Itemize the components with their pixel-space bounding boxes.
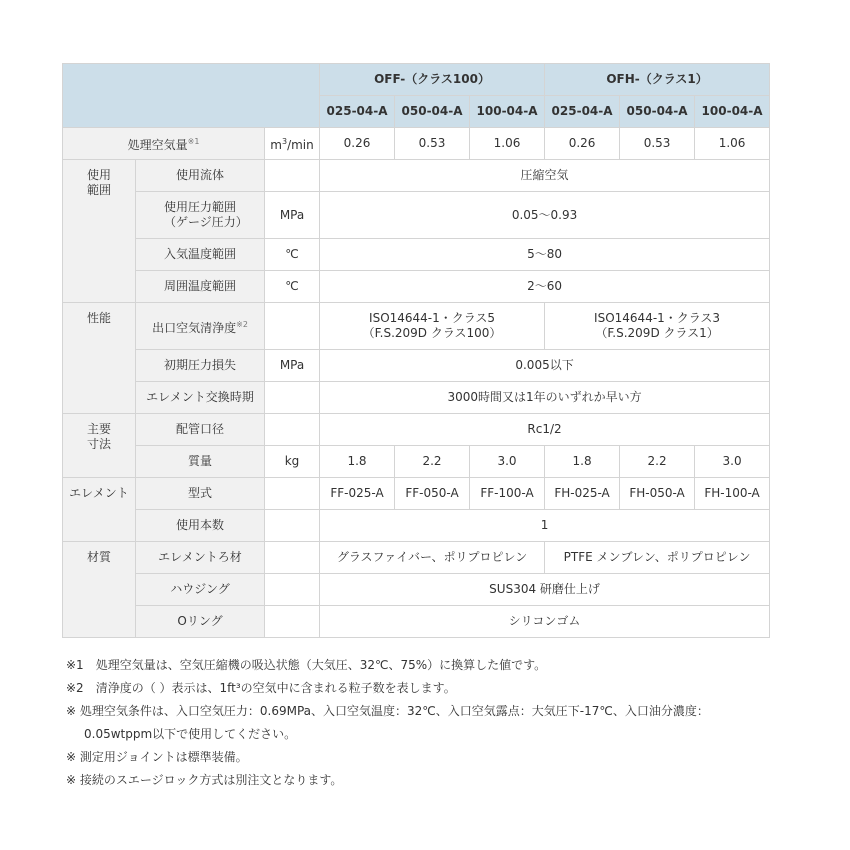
header-group-off: OFF-（クラス100）	[320, 64, 545, 96]
element-change-value: 3000時間又は1年のいずれか早い方	[320, 382, 770, 414]
element-model-label: 型式	[136, 478, 265, 510]
pressure-label: 使用圧力範囲 （ゲージ圧力）	[136, 192, 265, 239]
oring-label: Oリング	[136, 606, 265, 638]
row-pressure	[63, 192, 770, 239]
flow-value: 1.06	[695, 128, 770, 160]
footnote: ※ 処理空気条件は、入口空気圧力：0.69MPa、入口空気温度：32℃、入口空気露点：大気圧下-17℃、入口油分濃度：	[66, 704, 709, 718]
row-flow	[63, 128, 770, 160]
inlet-temp-value: 5～80	[320, 239, 770, 271]
filter-material-label: エレメントろ材	[136, 542, 265, 574]
element-model-value: FH-050-A	[620, 478, 695, 510]
inlet-temp-unit: ℃	[265, 239, 320, 271]
flow-unit-exp: 3	[281, 137, 288, 146]
pressure-loss-label: 初期圧力損失	[136, 350, 265, 382]
cleanliness-value-ofh: ISO14644-1・クラス3 （F.S.209D クラス1）	[545, 303, 770, 350]
port-label: 配管口径	[136, 414, 265, 446]
filter-material-value-ofh: PTFE メンブレン、ポリプロピレン	[545, 542, 770, 574]
row-ambient-temp	[63, 271, 770, 303]
filter-material-unit	[265, 542, 320, 574]
category-element: エレメント	[63, 478, 136, 542]
mass-label: 質量	[136, 446, 265, 478]
model-header: 025-04-A	[320, 96, 395, 128]
mass-value: 3.0	[470, 446, 545, 478]
flow-label: 処理空気量	[127, 138, 188, 152]
header-group-ofh: OFH-（クラス1）	[545, 64, 770, 96]
oring-value: シリコンゴム	[320, 606, 770, 638]
model-header: 100-04-A	[470, 96, 545, 128]
model-header: 025-04-A	[545, 96, 620, 128]
ambient-temp-unit: ℃	[265, 271, 320, 303]
flow-value: 0.26	[320, 128, 395, 160]
row-element-model	[63, 478, 770, 510]
cleanliness-unit	[265, 303, 320, 350]
footnote: ※1 処理空気量は、空気圧縮機の吸込状態（大気圧、32℃、75%）に換算した値です。	[66, 658, 547, 672]
element-model-value: FF-050-A	[395, 478, 470, 510]
fluid-label: 使用流体	[136, 160, 265, 192]
mass-value: 2.2	[395, 446, 470, 478]
ambient-temp-value: 2～60	[320, 271, 770, 303]
model-header: 050-04-A	[620, 96, 695, 128]
row-fluid	[63, 160, 770, 192]
row-pressure-loss	[63, 350, 770, 382]
flow-value: 0.26	[545, 128, 620, 160]
mass-value: 3.0	[695, 446, 770, 478]
inlet-temp-label: 入気温度範囲	[136, 239, 265, 271]
mass-value: 1.8	[545, 446, 620, 478]
row-mass	[63, 446, 770, 478]
row-cleanliness	[63, 303, 770, 350]
header-row-groups	[63, 64, 770, 96]
filter-material-value-off: グラスファイバー、ポリプロピレン	[320, 542, 545, 574]
element-count-unit	[265, 510, 320, 542]
flow-unit	[265, 128, 320, 160]
flow-unit-base: m	[270, 138, 282, 152]
category-dimensions: 主要 寸法	[63, 414, 136, 478]
mass-value: 2.2	[620, 446, 695, 478]
model-header: 100-04-A	[695, 96, 770, 128]
pressure-unit: MPa	[265, 192, 320, 239]
port-unit	[265, 414, 320, 446]
row-element-count	[63, 510, 770, 542]
cleanliness-note-mark: ※2	[236, 319, 248, 329]
footnote: ※ 接続のスエージロック方式は別注文となります。	[66, 773, 343, 787]
element-model-value: FH-100-A	[695, 478, 770, 510]
element-count-label: 使用本数	[136, 510, 265, 542]
element-change-label: エレメント交換時期	[136, 382, 265, 414]
element-change-unit	[265, 382, 320, 414]
footnote: ※ 測定用ジョイントは標準装備。	[66, 750, 248, 764]
housing-unit	[265, 574, 320, 606]
element-model-value: FF-025-A	[320, 478, 395, 510]
model-header: 050-04-A	[395, 96, 470, 128]
housing-value: SUS304 研磨仕上げ	[320, 574, 770, 606]
category-performance: 性能	[63, 303, 136, 414]
row-oring	[63, 606, 770, 638]
spec-table	[62, 63, 770, 638]
housing-label: ハウジング	[136, 574, 265, 606]
element-model-value: FF-100-A	[470, 478, 545, 510]
flow-label-cell	[63, 128, 265, 160]
oring-unit	[265, 606, 320, 638]
flow-value: 0.53	[620, 128, 695, 160]
header-blank	[63, 64, 320, 128]
flow-note-mark: ※1	[187, 137, 200, 146]
pressure-loss-value: 0.005以下	[320, 350, 770, 382]
row-port	[63, 414, 770, 446]
row-element-change	[63, 382, 770, 414]
pressure-loss-unit: MPa	[265, 350, 320, 382]
row-inlet-temp	[63, 239, 770, 271]
cleanliness-label: 出口空気清浄度	[152, 320, 237, 335]
port-value: Rc1/2	[320, 414, 770, 446]
element-model-unit	[265, 478, 320, 510]
flow-value: 0.53	[395, 128, 470, 160]
category-material: 材質	[63, 542, 136, 638]
mass-unit: kg	[265, 446, 320, 478]
element-model-value: FH-025-A	[545, 478, 620, 510]
flow-value: 1.06	[470, 128, 545, 160]
element-count-value: 1	[320, 510, 770, 542]
footnotes	[66, 654, 786, 792]
ambient-temp-label: 周囲温度範囲	[136, 271, 265, 303]
pressure-value: 0.05～0.93	[320, 192, 770, 239]
row-housing	[63, 574, 770, 606]
fluid-unit	[265, 160, 320, 192]
category-use-range: 使用 範囲	[63, 160, 136, 303]
cleanliness-value-off: ISO14644-1・クラス5 （F.S.209D クラス100）	[320, 303, 545, 350]
flow-unit-tail: /min	[287, 138, 314, 152]
fluid-value: 圧縮空気	[320, 160, 770, 192]
footnote: 0.05wtppm以下で使用してください。	[84, 727, 297, 741]
cleanliness-label-cell	[136, 303, 265, 350]
footnote: ※2 清浄度の（ ）表示は、1ft³の空気中に含まれる粒子数を表します。	[66, 681, 456, 695]
row-filter-material	[63, 542, 770, 574]
mass-value: 1.8	[320, 446, 395, 478]
